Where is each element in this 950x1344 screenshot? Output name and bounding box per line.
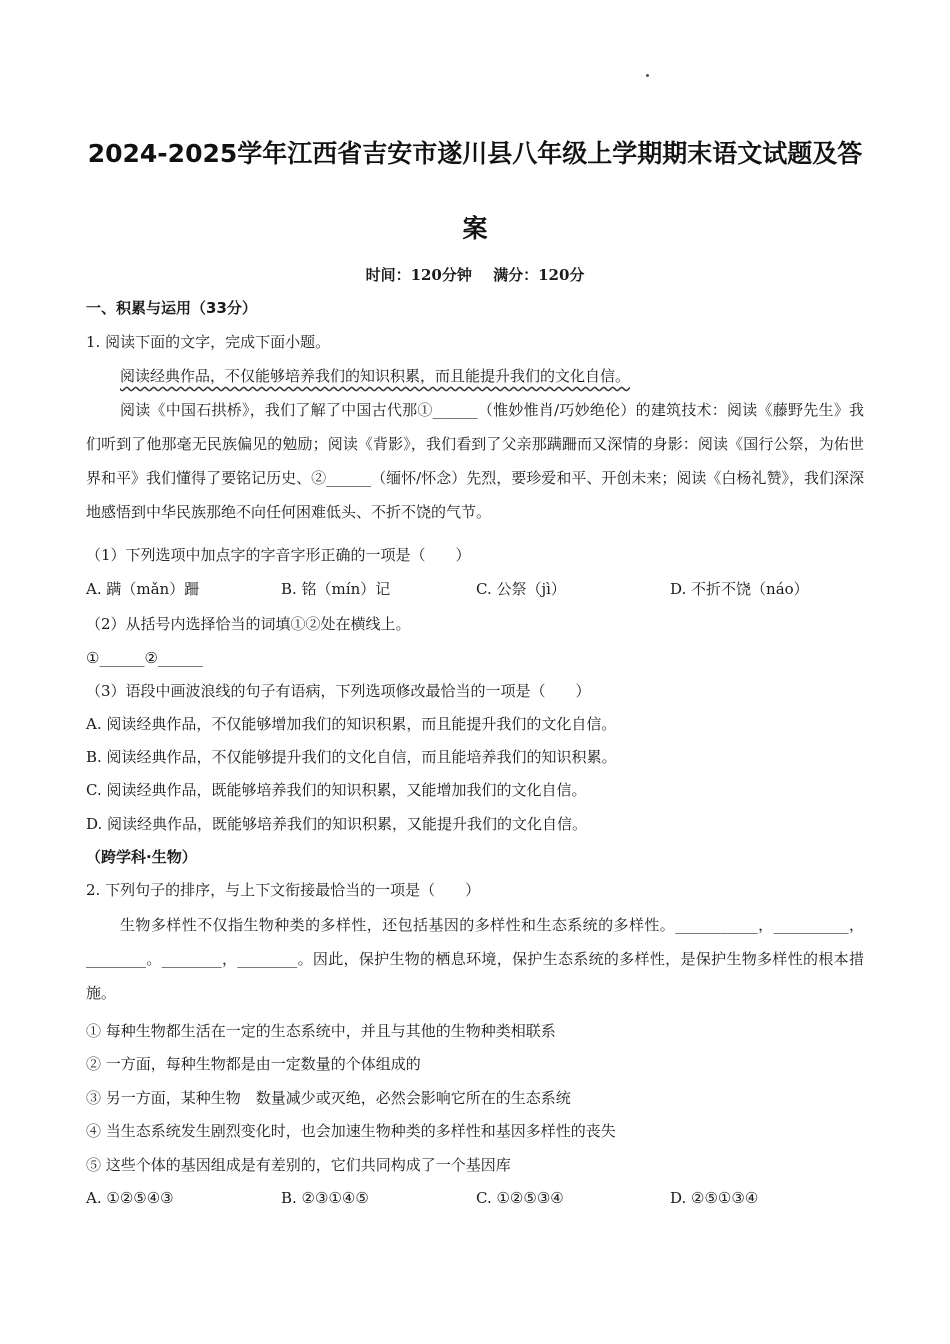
q2-item-3: ③ 另一方面，某种生物 数量减少或灭绝，必然会影响它所在的生态系统: [86, 1089, 571, 1107]
q2-item-4: ④ 当生态系统发生剧烈变化时，也会加速生物种类的多样性和基因多样性的丧失: [86, 1122, 616, 1140]
q2-item-5: ⑤ 这些个体的基因组成是有差别的，它们共同构成了一个基因库: [86, 1156, 511, 1174]
exam-time: 时间：120分钟: [365, 266, 472, 284]
q1-sub3-option-d[interactable]: D. 阅读经典作品，既能够培养我们的知识积累，又能提升我们的文化自信。: [86, 815, 588, 833]
exam-score: 满分：120分: [493, 266, 585, 284]
q1-passage: 阅读《中国石拱桥》，我们了解了中国古代那①______（惟妙惟肖/巧妙绝伦）的建筑技术：阅读《藤野先生》我们听到了他那毫无民族偏见的勉励；阅读《背影》，我们看到了父亲那蹒跚而又深情的身影：阅读《国行公祭，为佑世界和平》我们懂得了要铭记历史、②______（缅怀/怀念）先烈，要珍爱和平、开创未来；阅读《白杨礼赞》，我们深深地感悟到中华民族那绝不向任何困难低头、不折不饶的气节。: [86, 401, 864, 521]
q1-sub3-option-a[interactable]: A. 阅读经典作品，不仅能够增加我们的知识积累，而且能提升我们的文化自信。: [86, 715, 617, 733]
q2-item-2: ② 一方面，每种生物都是由一定数量的个体组成的: [86, 1055, 421, 1073]
q1-sub3-option-c[interactable]: C. 阅读经典作品，既能够培养我们的知识积累，又能增加我们的文化自信。: [86, 781, 587, 799]
q1-sub1-option-c[interactable]: C. 公祭（jì）: [476, 580, 566, 598]
doc-title-line1: 2024-2025学年江西省吉安市遂川县八年级上学期期末语文试题及答: [87, 139, 863, 168]
q2-item-1: ① 每种生物都生活在一定的生态系统中，并且与其他的生物种类相联系: [86, 1022, 556, 1040]
q1-sub3: （3）语段中画波浪线的句子有语病，下列选项修改最恰当的一项是（ ）: [86, 682, 591, 700]
wavy-sentence: 阅读经典作品，不仅能够培养我们的知识积累，而且能提升我们的文化自信。: [120, 367, 631, 385]
cross-subject-tag: （跨学科·生物）: [86, 848, 197, 866]
q1-stem: 1. 阅读下面的文字，完成下面小题。: [86, 333, 331, 351]
q1-sub2-blanks[interactable]: ①______②______: [86, 649, 203, 667]
q2-option-d[interactable]: D. ②⑤①③④: [670, 1189, 759, 1207]
q1-sub1-option-d[interactable]: D. 不折不饶（náo）: [670, 580, 809, 598]
section-heading: 一、积累与运用（33分）: [86, 299, 257, 317]
q2-passage: 生物多样性不仅指生物种类的多样性，还包括基因的多样性和生态系统的多样性。___________，__________，________。________，________。因此，保护生物的栖息环境，保护生态系统的多样性，是保护生物多样性的根本措施。: [86, 916, 864, 1002]
q1-sub1-option-b[interactable]: B. 铭（mín）记: [281, 580, 391, 598]
q2-option-b[interactable]: B. ②③①④⑤: [281, 1189, 369, 1207]
q1-sub1-option-a[interactable]: A. 蹒（mǎn）跚: [86, 580, 200, 598]
q1-sub3-option-b[interactable]: B. 阅读经典作品，不仅能够提升我们的文化自信，而且能培养我们的知识积累。: [86, 748, 617, 766]
exam-meta: [0, 264, 950, 285]
q1-sub1: （1）下列选项中加点字的字音字形正确的一项是（ ）: [86, 546, 471, 564]
scan-dot: [646, 74, 649, 77]
q1-sub2: （2）从括号内选择恰当的词填①②处在横线上。: [86, 615, 411, 633]
q1-sentence: [120, 366, 630, 386]
doc-title-line2: 案: [462, 214, 488, 243]
q2-option-a[interactable]: A. ①②⑤④③: [86, 1189, 174, 1207]
q2-option-c[interactable]: C. ①②⑤③④: [476, 1189, 564, 1207]
q2-stem: 2. 下列句子的排序，与上下文衔接最恰当的一项是（ ）: [86, 881, 481, 899]
